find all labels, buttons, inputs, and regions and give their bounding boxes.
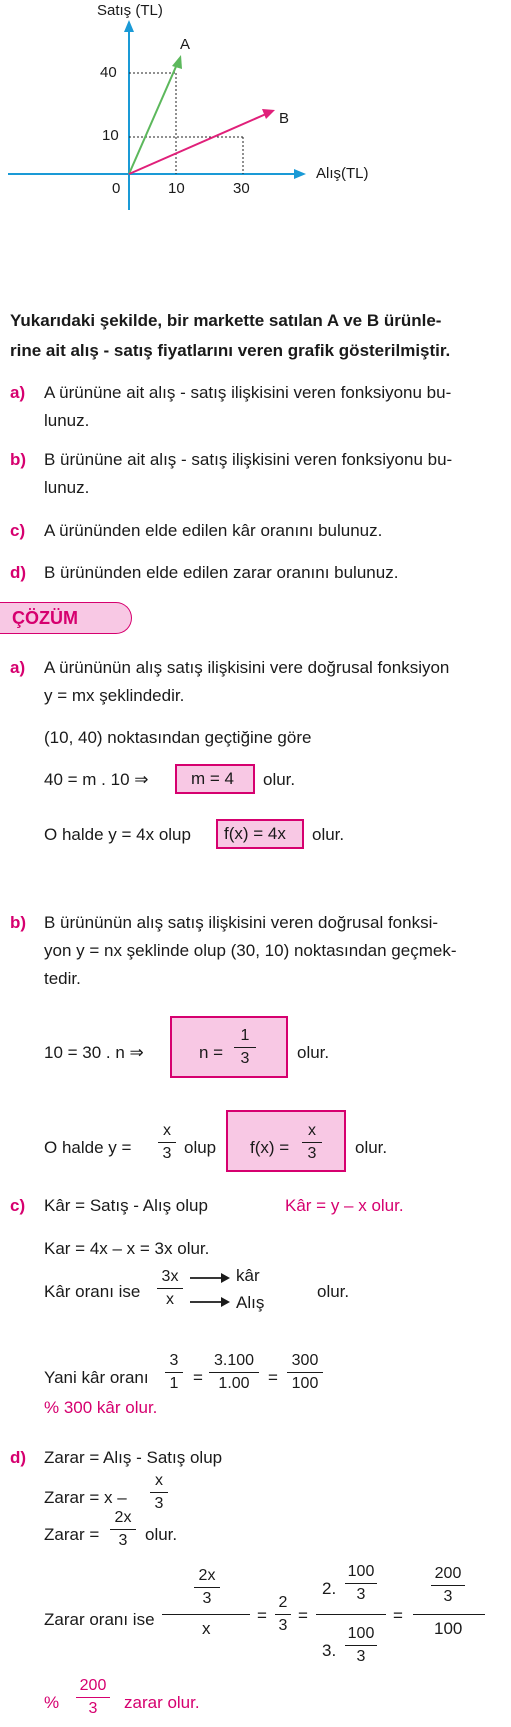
fraction-denominator: 1.00 [218,1375,250,1392]
equals-sign: = [268,1368,278,1387]
solution-d-frac2 [275,1593,291,1636]
series-a-arrow [172,55,182,69]
solution-b-line3: tedir. [44,969,81,988]
solution-c-line1: Kâr = Satış - Alış olup [44,1196,208,1215]
fraction-denominator: 3 [154,1495,164,1512]
solution-d-big-frac-top [194,1566,220,1609]
solution-c-frac3 [287,1351,323,1394]
arrow-icon [188,1268,232,1314]
fraction-denominator: 3 [162,1145,172,1162]
solution-b-eq1-right: olur. [297,1043,330,1062]
solution-c-line1-highlight: Kâr = y – x olur. [285,1196,404,1215]
equals-sign: = [193,1368,203,1387]
point-a-label: A [180,36,191,53]
solution-d-f3-top-fraction [345,1562,377,1605]
solution-d-ratio-prefix: Zarar oranı ise [44,1610,155,1629]
solution-c-frac1 [165,1351,183,1394]
sales-purchase-graph [0,0,511,210]
fraction-numerator: 2 [278,1594,288,1611]
fraction-bar [150,1492,168,1493]
fraction-bar [158,1142,176,1143]
solution-c-line2: Kar = 4x – x = 3x olur. [44,1239,210,1258]
fraction-denominator: 1 [169,1375,179,1392]
solution-d-line1: Zarar = Alış - Satış olup [44,1448,223,1467]
solution-b-eq2-mid: olup [184,1138,217,1157]
solution-d-z2-suffix: olur. [145,1525,178,1544]
problem-statement-line1: Yukarıdaki şekilde, bir markette satılan A ve B ürünle- [10,311,442,330]
fraction-numerator: x [163,1122,171,1139]
solution-c-ratio-prefix: Kâr oranı ise [44,1282,141,1301]
question-d-label: d) [10,563,27,582]
fraction-denominator: 3 [202,1590,212,1607]
solution-a-label: a) [10,658,26,677]
question-c-line1: A ürününden elde edilen kâr oranını bulunuz. [44,521,383,540]
solution-d-f4-top [431,1564,465,1607]
equals-sign: = [393,1606,403,1625]
question-d-line1: B ürününden elde edilen zarar oranını bulunuz. [44,563,399,582]
fraction-numerator: 3 [169,1352,179,1369]
fraction-numerator: 3x [161,1268,179,1285]
question-b-line2: lunuz. [44,478,90,497]
question-b-label: b) [10,450,27,469]
x-axis-label: Alış(TL) [316,165,369,182]
fraction-numerator: 2x [114,1509,132,1526]
fraction-denominator: 100 [291,1375,319,1392]
solution-d-big-den: x [202,1619,211,1638]
fraction-denominator: 3 [88,1700,98,1717]
fraction-bar [345,1645,377,1646]
fraction-denominator: 3 [240,1050,250,1067]
question-b-line1: B ürününe ait alış - satış ilişkisini veren fonksiyonu bu- [44,450,453,469]
solution-c-ratio-suffix: olur. [317,1282,350,1301]
solution-a-eq1-box-text: m = 4 [191,769,234,788]
question-a-line1: A ürününe ait alış - satış ilişkisini veren fonksiyonu bu- [44,383,452,402]
solution-c-ratio-fraction [157,1267,183,1310]
fraction-bar [413,1614,485,1615]
point-b-label: B [279,110,290,127]
fraction-bar [302,1142,322,1143]
fraction-denominator: 3 [443,1588,453,1605]
fraction-numerator: 300 [291,1352,319,1369]
solution-d-f3-top-prefix: 2. [322,1579,337,1598]
solution-d-z2-prefix: Zarar = [44,1525,100,1544]
fraction-bar [157,1288,183,1289]
solution-d-z1-prefix: Zarar = x – [44,1488,127,1507]
fraction-bar [316,1614,386,1615]
equals-sign: = [298,1606,308,1625]
fraction-bar [76,1697,110,1698]
solution-header: ÇÖZÜM [12,608,78,628]
solution-b-eq1-box-prefix: n = [199,1043,224,1062]
fraction-numerator: x [308,1122,316,1139]
series-b-line [129,114,266,174]
question-a-line2: lunuz. [44,411,90,430]
fraction-denominator: 3 [278,1617,288,1634]
solution-a-line3: (10, 40) noktasından geçtiğine göre [44,728,312,747]
fraction-numerator: 2x [198,1567,216,1584]
solution-d-result-suffix: zarar olur. [124,1693,200,1712]
series-a-line [129,62,178,174]
solution-b-eq2-fraction [158,1121,176,1164]
solution-d-z2-fraction [110,1508,136,1551]
solution-a-line2: y = mx şeklindedir. [44,686,185,705]
solution-d-f4-den: 100 [434,1619,463,1638]
x-tick-30: 30 [233,180,250,197]
x-tick-10: 10 [168,180,185,197]
solution-c-yani-prefix: Yani kâr oranı [44,1368,149,1387]
solution-b-label: b) [10,913,27,932]
y-tick-40: 40 [100,64,117,81]
solution-c-arrow-top: kâr [236,1266,260,1285]
fraction-bar [162,1614,250,1615]
solution-c-arrow-bottom: Alış [236,1293,265,1312]
fraction-denominator: 3 [356,1648,366,1665]
solution-a-eq2-box-text: f(x) = 4x [224,824,286,843]
solution-b-eq2-box-fraction [302,1121,322,1164]
solution-b-eq2-box-prefix: f(x) = [250,1138,290,1157]
solution-b-eq2-right: olur. [355,1138,388,1157]
problem-statement-line2: rine ait alış - satış fiyatlarını veren grafik gösterilmiştir. [10,341,451,360]
solution-c-frac2 [209,1351,259,1394]
solution-d-f3-bot-prefix: 3. [322,1641,337,1660]
fraction-denominator: 3 [118,1532,128,1549]
solution-b-eq1-fraction [234,1026,256,1069]
solution-c-result: % 300 kâr olur. [44,1398,158,1417]
fraction-numerator: 1 [240,1027,250,1044]
solution-a-eq2-right: olur. [312,825,345,844]
fraction-bar [165,1372,183,1373]
fraction-bar [345,1583,377,1584]
solution-d-result-fraction [76,1676,110,1719]
solution-d-f3-bot-fraction [345,1624,377,1667]
fraction-bar [110,1529,136,1530]
x-axis-arrow [294,169,306,179]
fraction-denominator: 3 [356,1586,366,1603]
fraction-bar [194,1587,220,1588]
origin-label: 0 [112,180,121,197]
fraction-denominator: 3 [307,1145,317,1162]
fraction-bar [287,1372,323,1373]
solution-a-eq2-left: O halde y = 4x olup [44,825,191,844]
solution-d-result-prefix: % [44,1693,60,1712]
question-a-label: a) [10,383,26,402]
y-axis-arrow [124,20,134,32]
fraction-numerator: 200 [79,1677,107,1694]
solution-c-label: c) [10,1196,26,1215]
fraction-bar [275,1614,291,1615]
fraction-bar [234,1047,256,1048]
question-c-label: c) [10,521,26,540]
fraction-numerator: 3.100 [213,1352,255,1369]
fraction-denominator: x [166,1291,174,1308]
solution-a-line1: A ürününün alış satış ilişkisini vere doğrusal fonksiyon [44,658,450,677]
fraction-bar [209,1372,259,1373]
solution-b-line2: yon y = nx şeklinde olup (30, 10) noktasından geçmek- [44,941,457,960]
fraction-numerator: 200 [434,1565,462,1582]
solution-b-eq1-box [170,1016,288,1078]
fraction-numerator: x [155,1472,163,1489]
fraction-numerator: 100 [347,1625,375,1642]
fraction-numerator: 100 [347,1563,375,1580]
solution-a-eq1-left: 40 = m . 10 ⇒ [44,770,149,789]
y-axis-label: Satış (TL) [97,2,163,19]
solution-d-z1-fraction [150,1471,168,1514]
y-tick-10: 10 [102,127,119,144]
solution-a-eq1-right: olur. [263,770,296,789]
solution-b-eq2-left: O halde y = [44,1138,132,1157]
equals-sign: = [257,1606,267,1625]
solution-d-label: d) [10,1448,27,1467]
solution-b-line1: B ürününün alış satış ilişkisini veren doğrusal fonksi- [44,913,439,932]
solution-b-eq1-left: 10 = 30 . n ⇒ [44,1043,144,1062]
fraction-bar [431,1585,465,1586]
